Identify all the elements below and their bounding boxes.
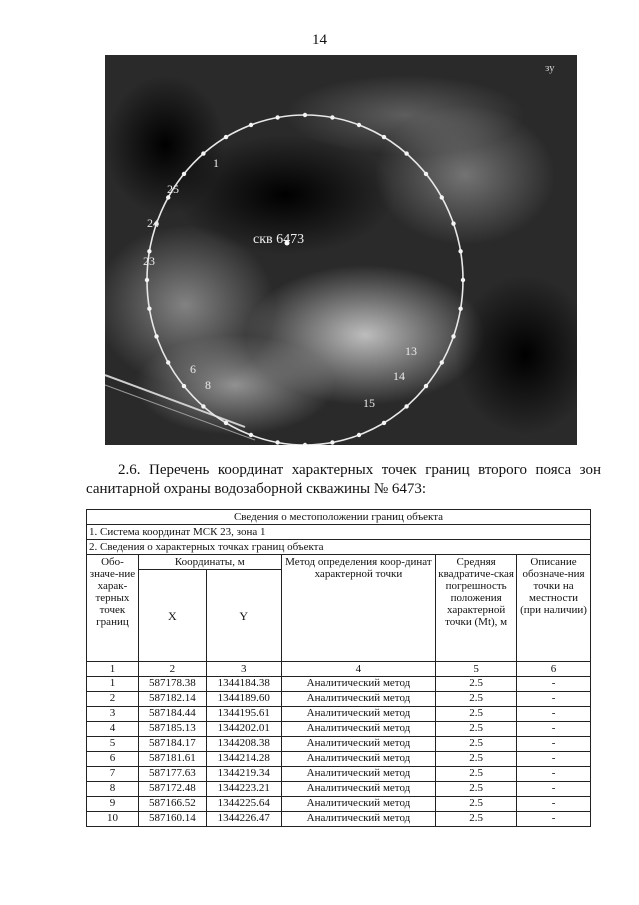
cell-x: 587172.48 bbox=[138, 782, 206, 797]
boundary-vertex bbox=[147, 307, 151, 311]
boundary-vertex bbox=[440, 195, 444, 199]
boundary-vertex bbox=[404, 151, 408, 155]
boundary-vertex bbox=[424, 384, 428, 388]
table-row bbox=[87, 752, 591, 767]
cell-x: 587185.13 bbox=[138, 722, 206, 737]
cell-point-id: 6 bbox=[87, 752, 139, 767]
cell-y: 1344195.61 bbox=[206, 707, 281, 722]
cell-y: 1344219.34 bbox=[206, 767, 281, 782]
cell-description: - bbox=[517, 782, 591, 797]
section-caption: 2.6. Перечень координат характерных точек границ второго пояса зон санитарной охраны водозаборной скважины № 6473: bbox=[86, 462, 601, 497]
cell-y: 1344223.21 bbox=[206, 782, 281, 797]
boundary-vertex bbox=[458, 307, 462, 311]
table-row bbox=[87, 767, 591, 782]
aerial-photo bbox=[105, 55, 577, 445]
cell-description: - bbox=[517, 752, 591, 767]
table-row bbox=[87, 722, 591, 737]
cell-description: - bbox=[517, 707, 591, 722]
boundary-vertex bbox=[166, 360, 170, 364]
header-x: X bbox=[138, 570, 206, 662]
cell-point-id: 10 bbox=[87, 812, 139, 827]
cell-x: 587181.61 bbox=[138, 752, 206, 767]
cell-y: 1344184.38 bbox=[206, 677, 281, 692]
cell-method: Аналитический метод bbox=[281, 737, 436, 752]
cell-description: - bbox=[517, 767, 591, 782]
cell-x: 587182.14 bbox=[138, 692, 206, 707]
column-number: 6 bbox=[517, 662, 591, 677]
boundary-vertex bbox=[451, 334, 455, 338]
table-row bbox=[87, 707, 591, 722]
cell-method: Аналитический метод bbox=[281, 782, 436, 797]
cell-x: 587160.14 bbox=[138, 812, 206, 827]
cell-point-id: 2 bbox=[87, 692, 139, 707]
boundary-vertex bbox=[182, 172, 186, 176]
column-number: 2 bbox=[138, 662, 206, 677]
header-method: Метод определения коор-динат характерной точки bbox=[281, 555, 436, 662]
cell-point-id: 5 bbox=[87, 737, 139, 752]
boundary-vertex bbox=[458, 249, 462, 253]
cell-method: Аналитический метод bbox=[281, 752, 436, 767]
table-row bbox=[87, 677, 591, 692]
cell-accuracy: 2.5 bbox=[436, 677, 517, 692]
point-label: 8 bbox=[205, 378, 211, 392]
boundary-vertex bbox=[249, 123, 253, 127]
cell-x: 587184.17 bbox=[138, 737, 206, 752]
cell-description: - bbox=[517, 797, 591, 812]
point-label: 13 bbox=[405, 344, 417, 358]
cell-accuracy: 2.5 bbox=[436, 797, 517, 812]
point-label: 14 bbox=[393, 369, 405, 383]
header-accuracy: Средняя квадратиче-ская погрешность положения характерной точки (Mt), м bbox=[436, 555, 517, 662]
boundary-vertex bbox=[451, 221, 455, 225]
well-label: скв 6473 bbox=[253, 232, 305, 247]
cell-y: 1344214.28 bbox=[206, 752, 281, 767]
cell-y: 1344189.60 bbox=[206, 692, 281, 707]
cell-point-id: 7 bbox=[87, 767, 139, 782]
table-title: Сведения о местоположении границ объекта bbox=[87, 510, 591, 525]
boundary-vertex bbox=[224, 421, 228, 425]
cell-method: Аналитический метод bbox=[281, 797, 436, 812]
boundary-vertex bbox=[154, 334, 158, 338]
coordinates-table bbox=[86, 509, 591, 827]
header-y: Y bbox=[206, 570, 281, 662]
cell-point-id: 9 bbox=[87, 797, 139, 812]
boundary-vertex bbox=[249, 433, 253, 437]
corner-label: зу bbox=[545, 62, 555, 74]
boundary-vertex bbox=[357, 433, 361, 437]
boundary-vertex bbox=[182, 384, 186, 388]
point-label: 24 bbox=[147, 216, 159, 230]
cell-point-id: 1 bbox=[87, 677, 139, 692]
point-label: 6 bbox=[190, 362, 196, 376]
boundary-vertex bbox=[404, 404, 408, 408]
cell-method: Аналитический метод bbox=[281, 677, 436, 692]
boundary-vertex bbox=[201, 404, 205, 408]
boundary-vertex bbox=[424, 172, 428, 176]
table-row bbox=[87, 797, 591, 812]
cell-accuracy: 2.5 bbox=[436, 692, 517, 707]
boundary-vertex bbox=[303, 113, 307, 117]
boundary-vertex bbox=[145, 278, 149, 282]
header-coordinates: Координаты, м bbox=[138, 555, 281, 570]
boundary-vertex bbox=[275, 115, 279, 119]
coordinate-system: 1. Система координат МСК 23, зона 1 bbox=[87, 525, 591, 540]
cell-description: - bbox=[517, 737, 591, 752]
cell-x: 587166.52 bbox=[138, 797, 206, 812]
cell-accuracy: 2.5 bbox=[436, 737, 517, 752]
cell-accuracy: 2.5 bbox=[436, 722, 517, 737]
table-row bbox=[87, 812, 591, 827]
point-label: 15 bbox=[363, 396, 375, 410]
cell-method: Аналитический метод bbox=[281, 722, 436, 737]
cell-point-id: 8 bbox=[87, 782, 139, 797]
cell-description: - bbox=[517, 812, 591, 827]
table-row bbox=[87, 692, 591, 707]
cell-accuracy: 2.5 bbox=[436, 767, 517, 782]
boundary-vertex bbox=[275, 440, 279, 444]
cell-x: 587178.38 bbox=[138, 677, 206, 692]
boundary-vertex bbox=[382, 421, 386, 425]
table-row bbox=[87, 737, 591, 752]
boundary-vertex bbox=[461, 278, 465, 282]
boundary-map bbox=[105, 55, 577, 445]
cell-method: Аналитический метод bbox=[281, 767, 436, 782]
cell-description: - bbox=[517, 677, 591, 692]
boundary-vertex bbox=[440, 360, 444, 364]
cell-description: - bbox=[517, 692, 591, 707]
boundary-vertex bbox=[147, 249, 151, 253]
cell-y: 1344225.64 bbox=[206, 797, 281, 812]
cell-y: 1344226.47 bbox=[206, 812, 281, 827]
cell-description: - bbox=[517, 722, 591, 737]
boundary-vertex bbox=[357, 123, 361, 127]
column-number: 3 bbox=[206, 662, 281, 677]
table-row bbox=[87, 782, 591, 797]
cell-accuracy: 2.5 bbox=[436, 782, 517, 797]
cell-method: Аналитический метод bbox=[281, 812, 436, 827]
cell-method: Аналитический метод bbox=[281, 692, 436, 707]
boundary-vertex bbox=[224, 135, 228, 139]
boundary-vertex bbox=[382, 135, 386, 139]
cell-method: Аналитический метод bbox=[281, 707, 436, 722]
cell-accuracy: 2.5 bbox=[436, 812, 517, 827]
cell-point-id: 3 bbox=[87, 707, 139, 722]
boundary-vertex bbox=[330, 115, 334, 119]
header-description: Описание обозначе-ния точки на местности (при наличии) bbox=[517, 555, 591, 662]
cell-y: 1344208.38 bbox=[206, 737, 281, 752]
point-label: 1 bbox=[213, 156, 219, 170]
column-number: 1 bbox=[87, 662, 139, 677]
cell-x: 587177.63 bbox=[138, 767, 206, 782]
point-label: 25 bbox=[167, 182, 179, 196]
cell-point-id: 4 bbox=[87, 722, 139, 737]
points-section-title: 2. Сведения о характерных точках границ объекта bbox=[87, 540, 591, 555]
cell-y: 1344202.01 bbox=[206, 722, 281, 737]
cell-accuracy: 2.5 bbox=[436, 707, 517, 722]
cell-x: 587184.44 bbox=[138, 707, 206, 722]
boundary-vertex bbox=[201, 151, 205, 155]
boundary-vertex bbox=[330, 440, 334, 444]
header-point-id: Обо-значе-ние харак-терных точек границ bbox=[87, 555, 139, 662]
cell-accuracy: 2.5 bbox=[436, 752, 517, 767]
page-number: 14 bbox=[312, 32, 327, 48]
point-label: 23 bbox=[143, 254, 155, 268]
column-number: 5 bbox=[436, 662, 517, 677]
column-number: 4 bbox=[281, 662, 436, 677]
